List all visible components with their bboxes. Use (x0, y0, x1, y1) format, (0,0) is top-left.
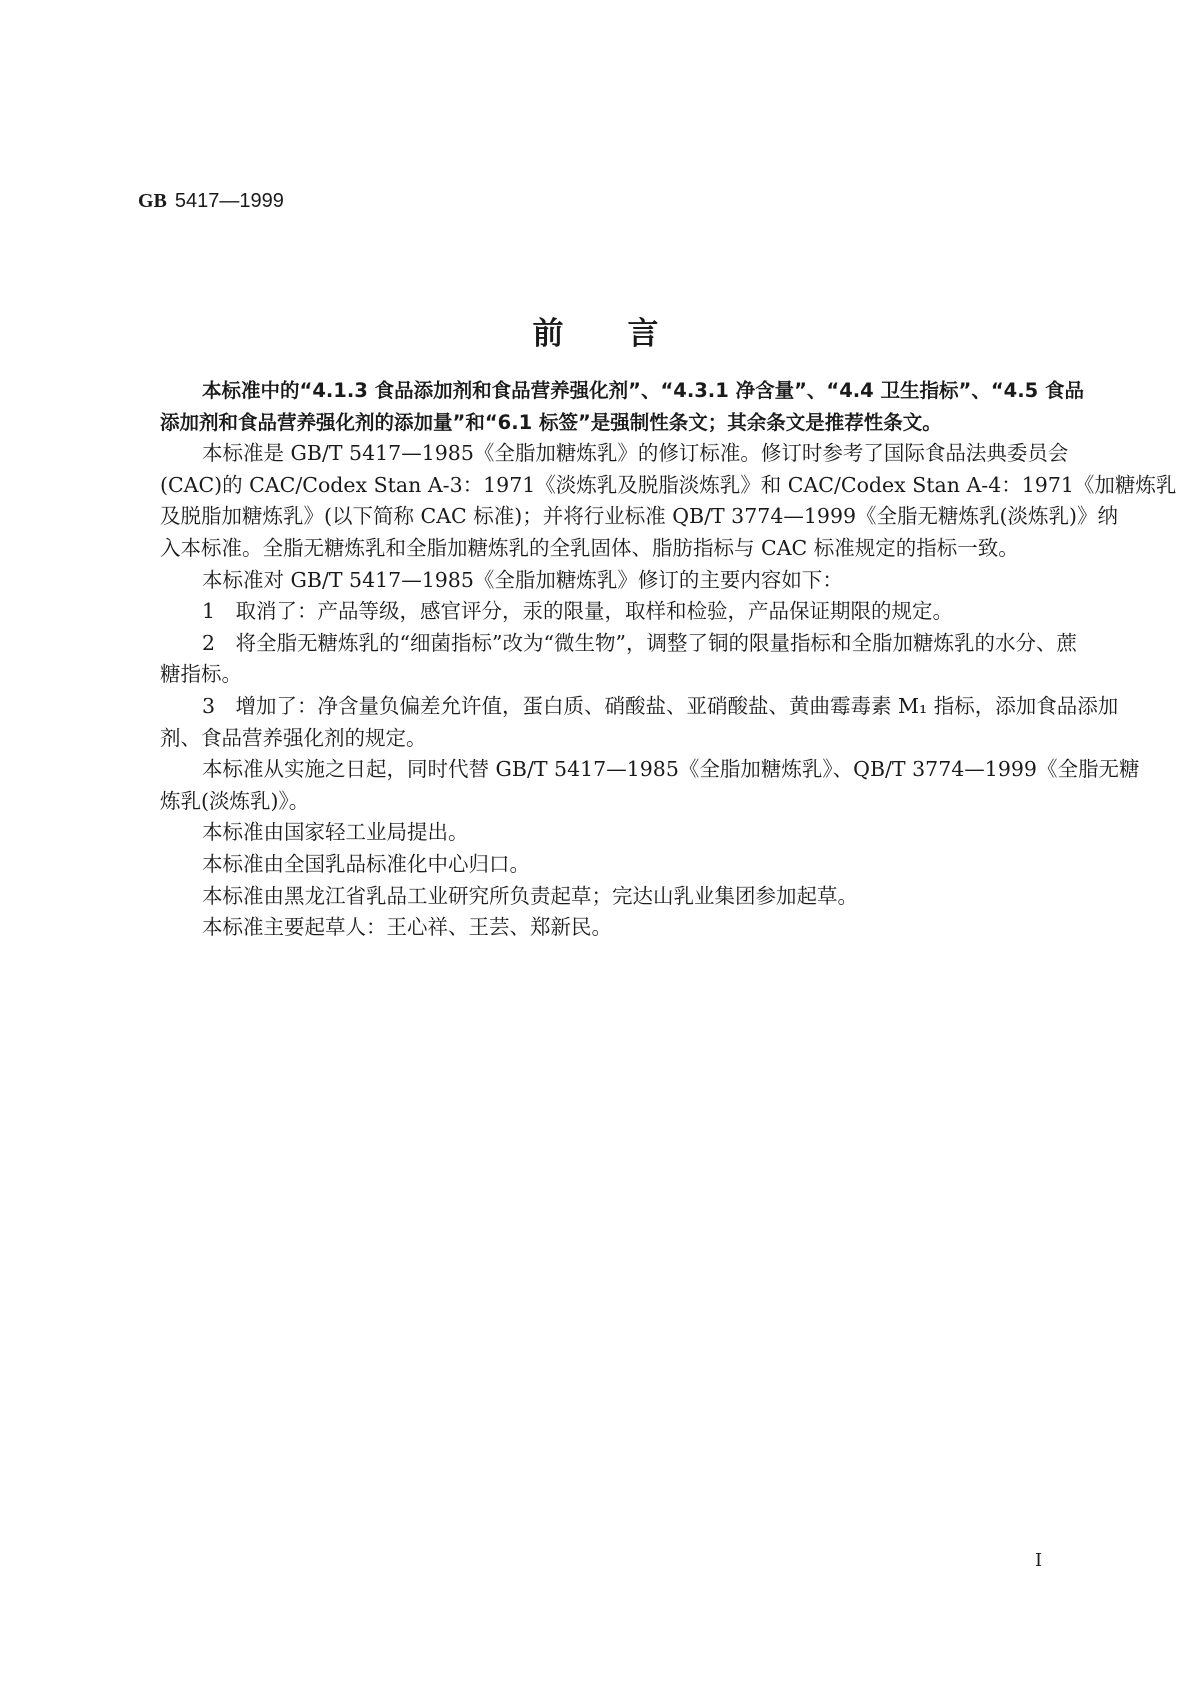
paragraph (160, 849, 1068, 881)
page-number: I (1035, 1550, 1043, 1571)
paragraph (160, 754, 1140, 817)
standard-number: 5417—1999 (174, 190, 284, 212)
text-line: 本标准由全国乳品标准化中心归口。 (202, 851, 530, 876)
paragraph (160, 628, 1077, 691)
text-line: 及脱脂加糖炼乳》(以下简称 CAC 标准)；并将行业标准 QB/T 3774—1999《全脂无糖炼乳(淡炼乳)》纳 (160, 504, 1119, 529)
text-line: 2 将全脂无糖炼乳的“细菌指标”改为“微生物”，调整了铜的限量指标和全脂加糖炼乳的水分、蔗 (202, 630, 1077, 655)
text-line: 本标准由黑龙江省乳品工业研究所负责起草；完达山乳业集团参加起草。 (202, 883, 858, 908)
standard-prefix: GB (138, 190, 167, 212)
paragraph (160, 565, 1068, 597)
text-line: 本标准中的“4.1.3 食品添加剂和食品营养强化剂”、“4.3.1 净含量”、“4.4 卫生指标”、“4.5 食品 (202, 379, 1084, 402)
page-title: 前言 (532, 316, 723, 352)
text-line: 糖指标。 (160, 662, 242, 687)
paragraph (160, 375, 1084, 438)
text-line: (CAC)的 CAC/Codex Stan A-3：1971《淡炼乳及脱脂淡炼乳》和 CAC/Codex Stan A-4：1971《加糖炼乳 (160, 472, 1177, 497)
paragraph (160, 881, 1068, 913)
text-line: 炼乳(淡炼乳)》。 (160, 788, 310, 813)
text-line: 3 增加了：净含量负偏差允许值，蛋白质、硝酸盐、亚硝酸盐、黄曲霉毒素 M₁ 指标，添加食品添加 (202, 693, 1119, 718)
text-line: 本标准是 GB/T 5417—1985《全脂加糖炼乳》的修订标准。修订时参考了国际食品法典委员会 (202, 441, 1069, 466)
standard-number-header (138, 188, 284, 213)
text-line: 本标准对 GB/T 5417—1985《全脂加糖炼乳》修订的主要内容如下： (202, 567, 843, 592)
text-line: 本标准从实施之日起，同时代替 GB/T 5417—1985《全脂加糖炼乳》、QB/T 3774—1999《全脂无糖 (202, 757, 1140, 782)
paragraph (160, 438, 1177, 564)
foreword-body (160, 375, 1177, 944)
paragraph (160, 817, 1068, 849)
paragraph (160, 912, 1068, 944)
text-line: 剂、食品营养强化剂的规定。 (160, 725, 427, 750)
text-line: 添加剂和食品营养强化剂的添加量”和“6.1 标签”是强制性条文；其余条文是推荐性条文。 (160, 410, 942, 434)
text-line: 本标准由国家轻工业局提出。 (202, 820, 469, 845)
paragraph (160, 691, 1119, 754)
text-line: 入本标准。全脂无糖炼乳和全脂加糖炼乳的全乳固体、脂肪指标与 CAC 标准规定的指标一致。 (160, 535, 1019, 560)
text-line: 1 取消了：产品等级，感官评分，汞的限量，取样和检验，产品保证期限的规定。 (202, 599, 954, 624)
text-line: 本标准主要起草人：王心祥、王芸、郑新民。 (202, 915, 612, 940)
paragraph (160, 596, 1068, 628)
